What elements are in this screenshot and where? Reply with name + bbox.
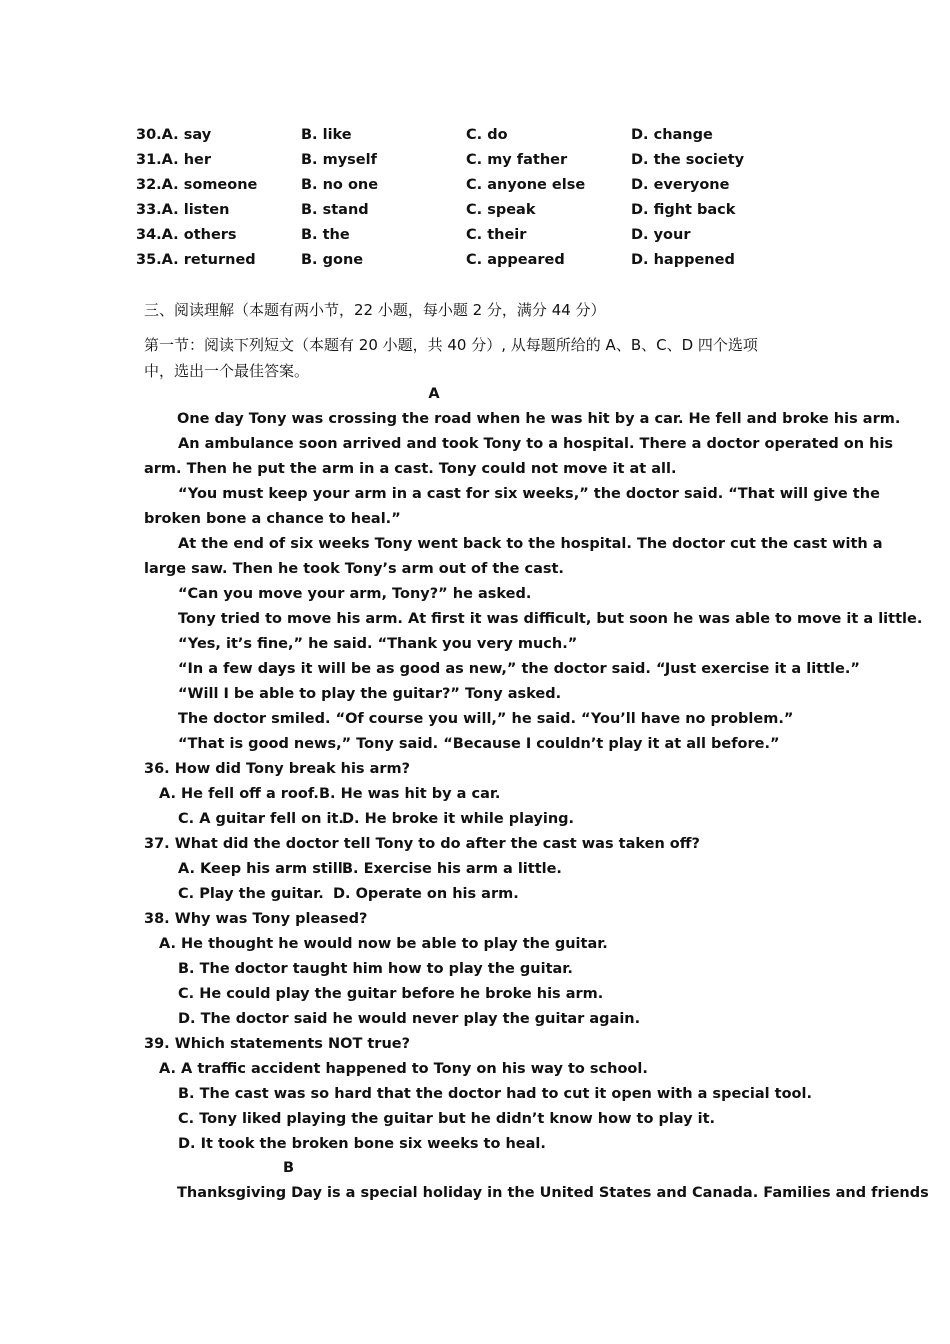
passage-a-line: The doctor smiled. “Of course you will,” he said. “You’ll have no problem.”: [178, 711, 794, 727]
option-34-c: C. their: [466, 227, 527, 243]
passage-a-line: “That is good news,” Tony said. “Because I couldn’t play it at all before.”: [178, 736, 780, 752]
question-39-option-c: C. Tony liked playing the guitar but he didn’t know how to play it.: [178, 1111, 716, 1127]
option-32-a: 32.A. someone: [136, 177, 258, 193]
question-39-option-a: A. A traffic accident happened to Tony on his way to school.: [159, 1061, 648, 1077]
option-30-b: B. like: [301, 127, 352, 143]
question-37-options-cd: [178, 884, 840, 904]
question-36-option-d: D. He broke it while playing.: [342, 811, 575, 827]
question-39-stem: 39. Which statements NOT true?: [144, 1036, 411, 1052]
question-38-option-b: B. The doctor taught him how to play the guitar.: [178, 961, 573, 977]
question-36-option-c: C. A guitar fell on it.: [178, 811, 344, 827]
passage-a-line: large saw. Then he took Tony’s arm out of the cast.: [144, 561, 564, 577]
option-30-a: 30.A. say: [136, 127, 212, 143]
option-31-c: C. my father: [466, 152, 568, 168]
passage-a-label: A: [428, 386, 440, 402]
option-32-d: D. everyone: [631, 177, 730, 193]
question-38-stem: 38. Why was Tony pleased?: [144, 911, 368, 927]
question-37-stem: 37. What did the doctor tell Tony to do after the cast was taken off?: [144, 836, 700, 852]
option-34-b: B. the: [301, 227, 350, 243]
option-row-33: [136, 200, 796, 225]
passage-a-line: “You must keep your arm in a cast for six weeks,” the doctor said. “That will give the: [178, 486, 880, 502]
option-34-a: 34.A. others: [136, 227, 237, 243]
question-37-option-d: D. Operate on his arm.: [333, 886, 519, 902]
question-36-option-a: A. He fell off a roof.: [159, 786, 319, 802]
question-36-stem: 36. How did Tony break his arm?: [144, 761, 411, 777]
question-36-options-cd: [178, 809, 840, 829]
option-row-32: [136, 175, 796, 200]
passage-a-line: Tony tried to move his arm. At first it was difficult, but soon he was able to move it a little.: [178, 611, 923, 627]
passage-a-line: “Can you move your arm, Tony?” he asked.: [178, 586, 532, 602]
question-38-option-c: C. He could play the guitar before he broke his arm.: [178, 986, 604, 1002]
question-37-option-c: C. Play the guitar.: [178, 886, 324, 902]
option-31-b: B. myself: [301, 152, 377, 168]
option-35-d: D. happened: [631, 252, 735, 268]
question-37-option-b: B. Exercise his arm a little.: [342, 861, 562, 877]
part1-instructions-line1: 第一节：阅读下列短文（本题有 20 小题，共 40 分）, 从每题所给的 A、B、C、D 四个选项: [144, 336, 758, 354]
passage-b-line: Thanksgiving Day is a special holiday in the United States and Canada. Families and friends: [177, 1185, 929, 1201]
option-31-d: D. the society: [631, 152, 745, 168]
option-33-b: B. stand: [301, 202, 369, 218]
passage-a-line: “In a few days it will be as good as new,” the doctor said. “Just exercise it a little.”: [178, 661, 860, 677]
question-38-option-a: A. He thought he would now be able to play the guitar.: [159, 936, 608, 952]
option-33-a: 33.A. listen: [136, 202, 230, 218]
option-row-31: [136, 150, 796, 175]
option-30-c: C. do: [466, 127, 508, 143]
passage-a-line: “Yes, it’s fine,” he said. “Thank you very much.”: [178, 636, 578, 652]
passage-b-label: B: [283, 1160, 295, 1176]
question-38-option-d: D. The doctor said he would never play the guitar again.: [178, 1011, 641, 1027]
option-30-d: D. change: [631, 127, 713, 143]
cloze-options-table: [136, 125, 796, 275]
passage-a-line: arm. Then he put the arm in a cast. Tony could not move it at all.: [144, 461, 677, 477]
question-39-option-b: B. The cast was so hard that the doctor had to cut it open with a special tool.: [178, 1086, 812, 1102]
option-32-c: C. anyone else: [466, 177, 586, 193]
option-35-c: C. appeared: [466, 252, 565, 268]
question-37-options-ab: [178, 859, 840, 879]
question-37-option-a: A. Keep his arm still.: [178, 861, 349, 877]
passage-a-line: An ambulance soon arrived and took Tony to a hospital. There a doctor operated on his: [178, 436, 894, 452]
option-33-c: C. speak: [466, 202, 536, 218]
passage-a-line: One day Tony was crossing the road when he was hit by a car. He fell and broke his arm.: [177, 411, 901, 427]
option-31-a: 31.A. her: [136, 152, 212, 168]
option-row-34: [136, 225, 796, 250]
passage-a-line: “Will I be able to play the guitar?” Tony asked.: [178, 686, 562, 702]
option-34-d: D. your: [631, 227, 691, 243]
option-33-d: D. fight back: [631, 202, 736, 218]
option-32-b: B. no one: [301, 177, 379, 193]
option-35-b: B. gone: [301, 252, 364, 268]
passage-a-line: broken bone a chance to heal.”: [144, 511, 401, 527]
question-36-options-ab: [159, 784, 821, 804]
question-39-option-d: D. It took the broken bone six weeks to heal.: [178, 1136, 546, 1152]
option-row-35: [136, 250, 796, 275]
section-heading: 三、阅读理解（本题有两小节，22 小题，每小题 2 分，满分 44 分）: [144, 301, 606, 319]
part1-instructions-line2: 中，选出一个最佳答案。: [144, 362, 310, 380]
option-35-a: 35.A. returned: [136, 252, 256, 268]
option-row-30: [136, 125, 796, 150]
passage-a-line: At the end of six weeks Tony went back to the hospital. The doctor cut the cast with a: [178, 536, 883, 552]
question-36-option-b: B. He was hit by a car.: [319, 786, 501, 802]
